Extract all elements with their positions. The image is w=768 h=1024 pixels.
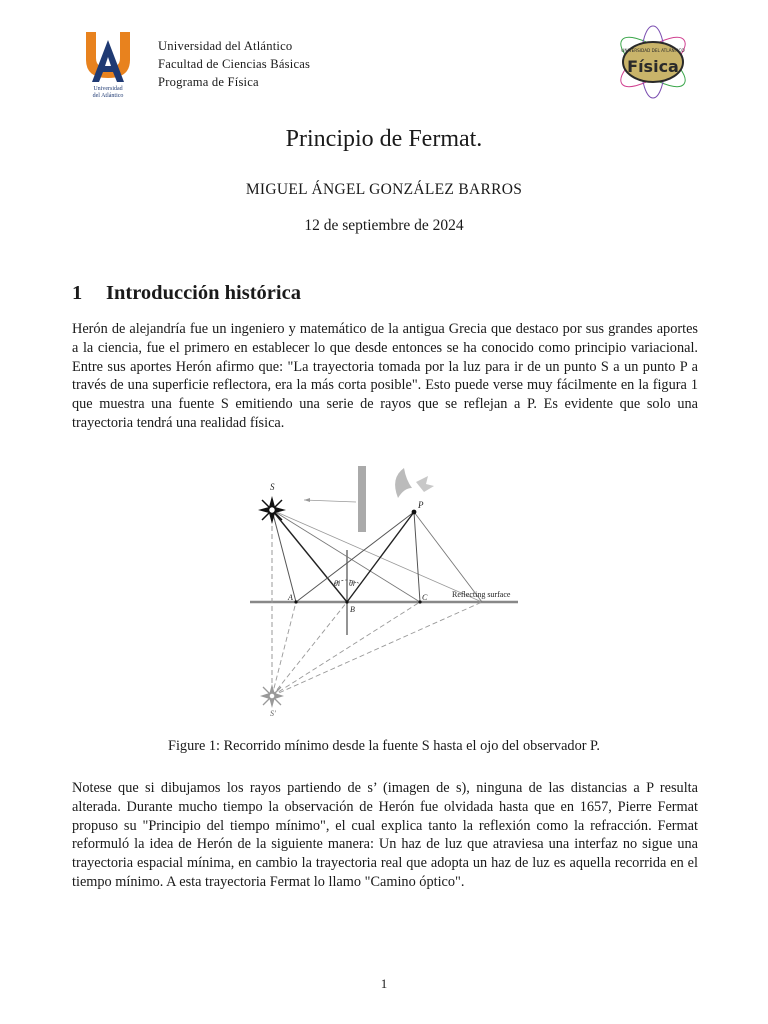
ray-a-to-p: [296, 512, 414, 602]
paragraph-2: Notese que si dibujamos los rayos partiendo de s’ (imagen de s), ninguna de las distancias a P resulta alterada. Durante mucho tiempo la observación de Herón fue olvidada hasta que en 1657, Pierre Fermat propuso su "Principio del tiempo mínimo", el cual explica tanto la reflexión como la refracción. Fermat reformuló la idea de Herón de la siguiente manera: Un haz de luz que atraviesa una interfaz no sigue una trayectoria espacial mínima, en cambio la trayectoria real que adopta un haz de luz es aquella recorrida en el tiempo mínimo. A esta trayectoria Fermat lo llamo "Camino óptico".: [72, 780, 698, 890]
page-header: [0, 0, 768, 110]
paper-title: Principio de Fermat.: [285, 126, 483, 152]
publication-date: 12 de septiembre de 2024: [304, 217, 464, 234]
ray-c-to-p: [414, 512, 420, 602]
ray-far-to-p: [414, 512, 482, 602]
left-logo-text-2: del Atlántico: [92, 93, 124, 99]
section-number: 1: [72, 282, 83, 304]
right-logo-top-text: UNIVERSIDAD DEL ATLÁNTICO: [621, 48, 685, 53]
theta-i-label: θi: [334, 579, 341, 588]
section-title: Introducción histórica: [106, 282, 301, 304]
fisica-program-logo: [612, 22, 694, 102]
ray-s-to-far: [272, 510, 482, 602]
label-b: B: [350, 605, 355, 614]
fermat-reflection-figure: [246, 460, 526, 720]
label-s: S: [270, 482, 275, 492]
observer-eye-icon: [395, 468, 412, 498]
barrier: [358, 466, 366, 532]
institution-line-3: Programa de Física: [158, 75, 259, 89]
label-surface: Reflecting surface: [452, 590, 511, 599]
ray-b-to-p: [347, 512, 414, 602]
left-logo-text-1: Universidad: [93, 86, 123, 92]
label-p: P: [418, 500, 424, 510]
institution-line-2: Facultad de Ciencias Básicas: [158, 57, 311, 71]
institution-block: [158, 37, 310, 91]
source-star-icon: [258, 496, 286, 524]
label-c: C: [422, 593, 428, 602]
right-logo-main-text: Física: [627, 57, 679, 76]
label-a: A: [288, 593, 293, 602]
institution-line-1: Universidad del Atlántico: [158, 39, 293, 53]
figure-caption: Figure 1: Recorrido mínimo desde la fuente S hasta el ojo del observador P.: [168, 738, 600, 754]
section-heading: [72, 282, 301, 305]
paragraph-1: Herón de alejandría fue un ingeniero y matemático de la antigua Grecia que destaco por sus grandes aportes a la ciencia, fue el primero en establecer lo que desde entonces se ha conocido como principio variacional. Entre sus aportes Herón afirmo que: "La trayectoria tomada por la luz para ir de un punto S a un punto P a través de una superficie reflectora, era la más corta posible". Esto puede verse muy fácilmente en la figura 1 que muestra una fuente S emitiendo una serie de rayos que se reflejan a P. Es evidente que solo una trayectoria tendrá una realidad física.: [72, 321, 698, 431]
page-number: 1: [380, 976, 388, 991]
point-p-marker: [412, 510, 417, 515]
universidad-del-atlantico-logo: [80, 30, 136, 100]
theta-r-label: θr: [349, 579, 357, 588]
image-source-star-icon: [260, 684, 284, 708]
label-s-image: S′: [270, 709, 276, 718]
ray-s-to-b: [272, 510, 347, 602]
author-name: MIGUEL ÁNGEL GONZÁLEZ BARROS: [245, 181, 523, 198]
